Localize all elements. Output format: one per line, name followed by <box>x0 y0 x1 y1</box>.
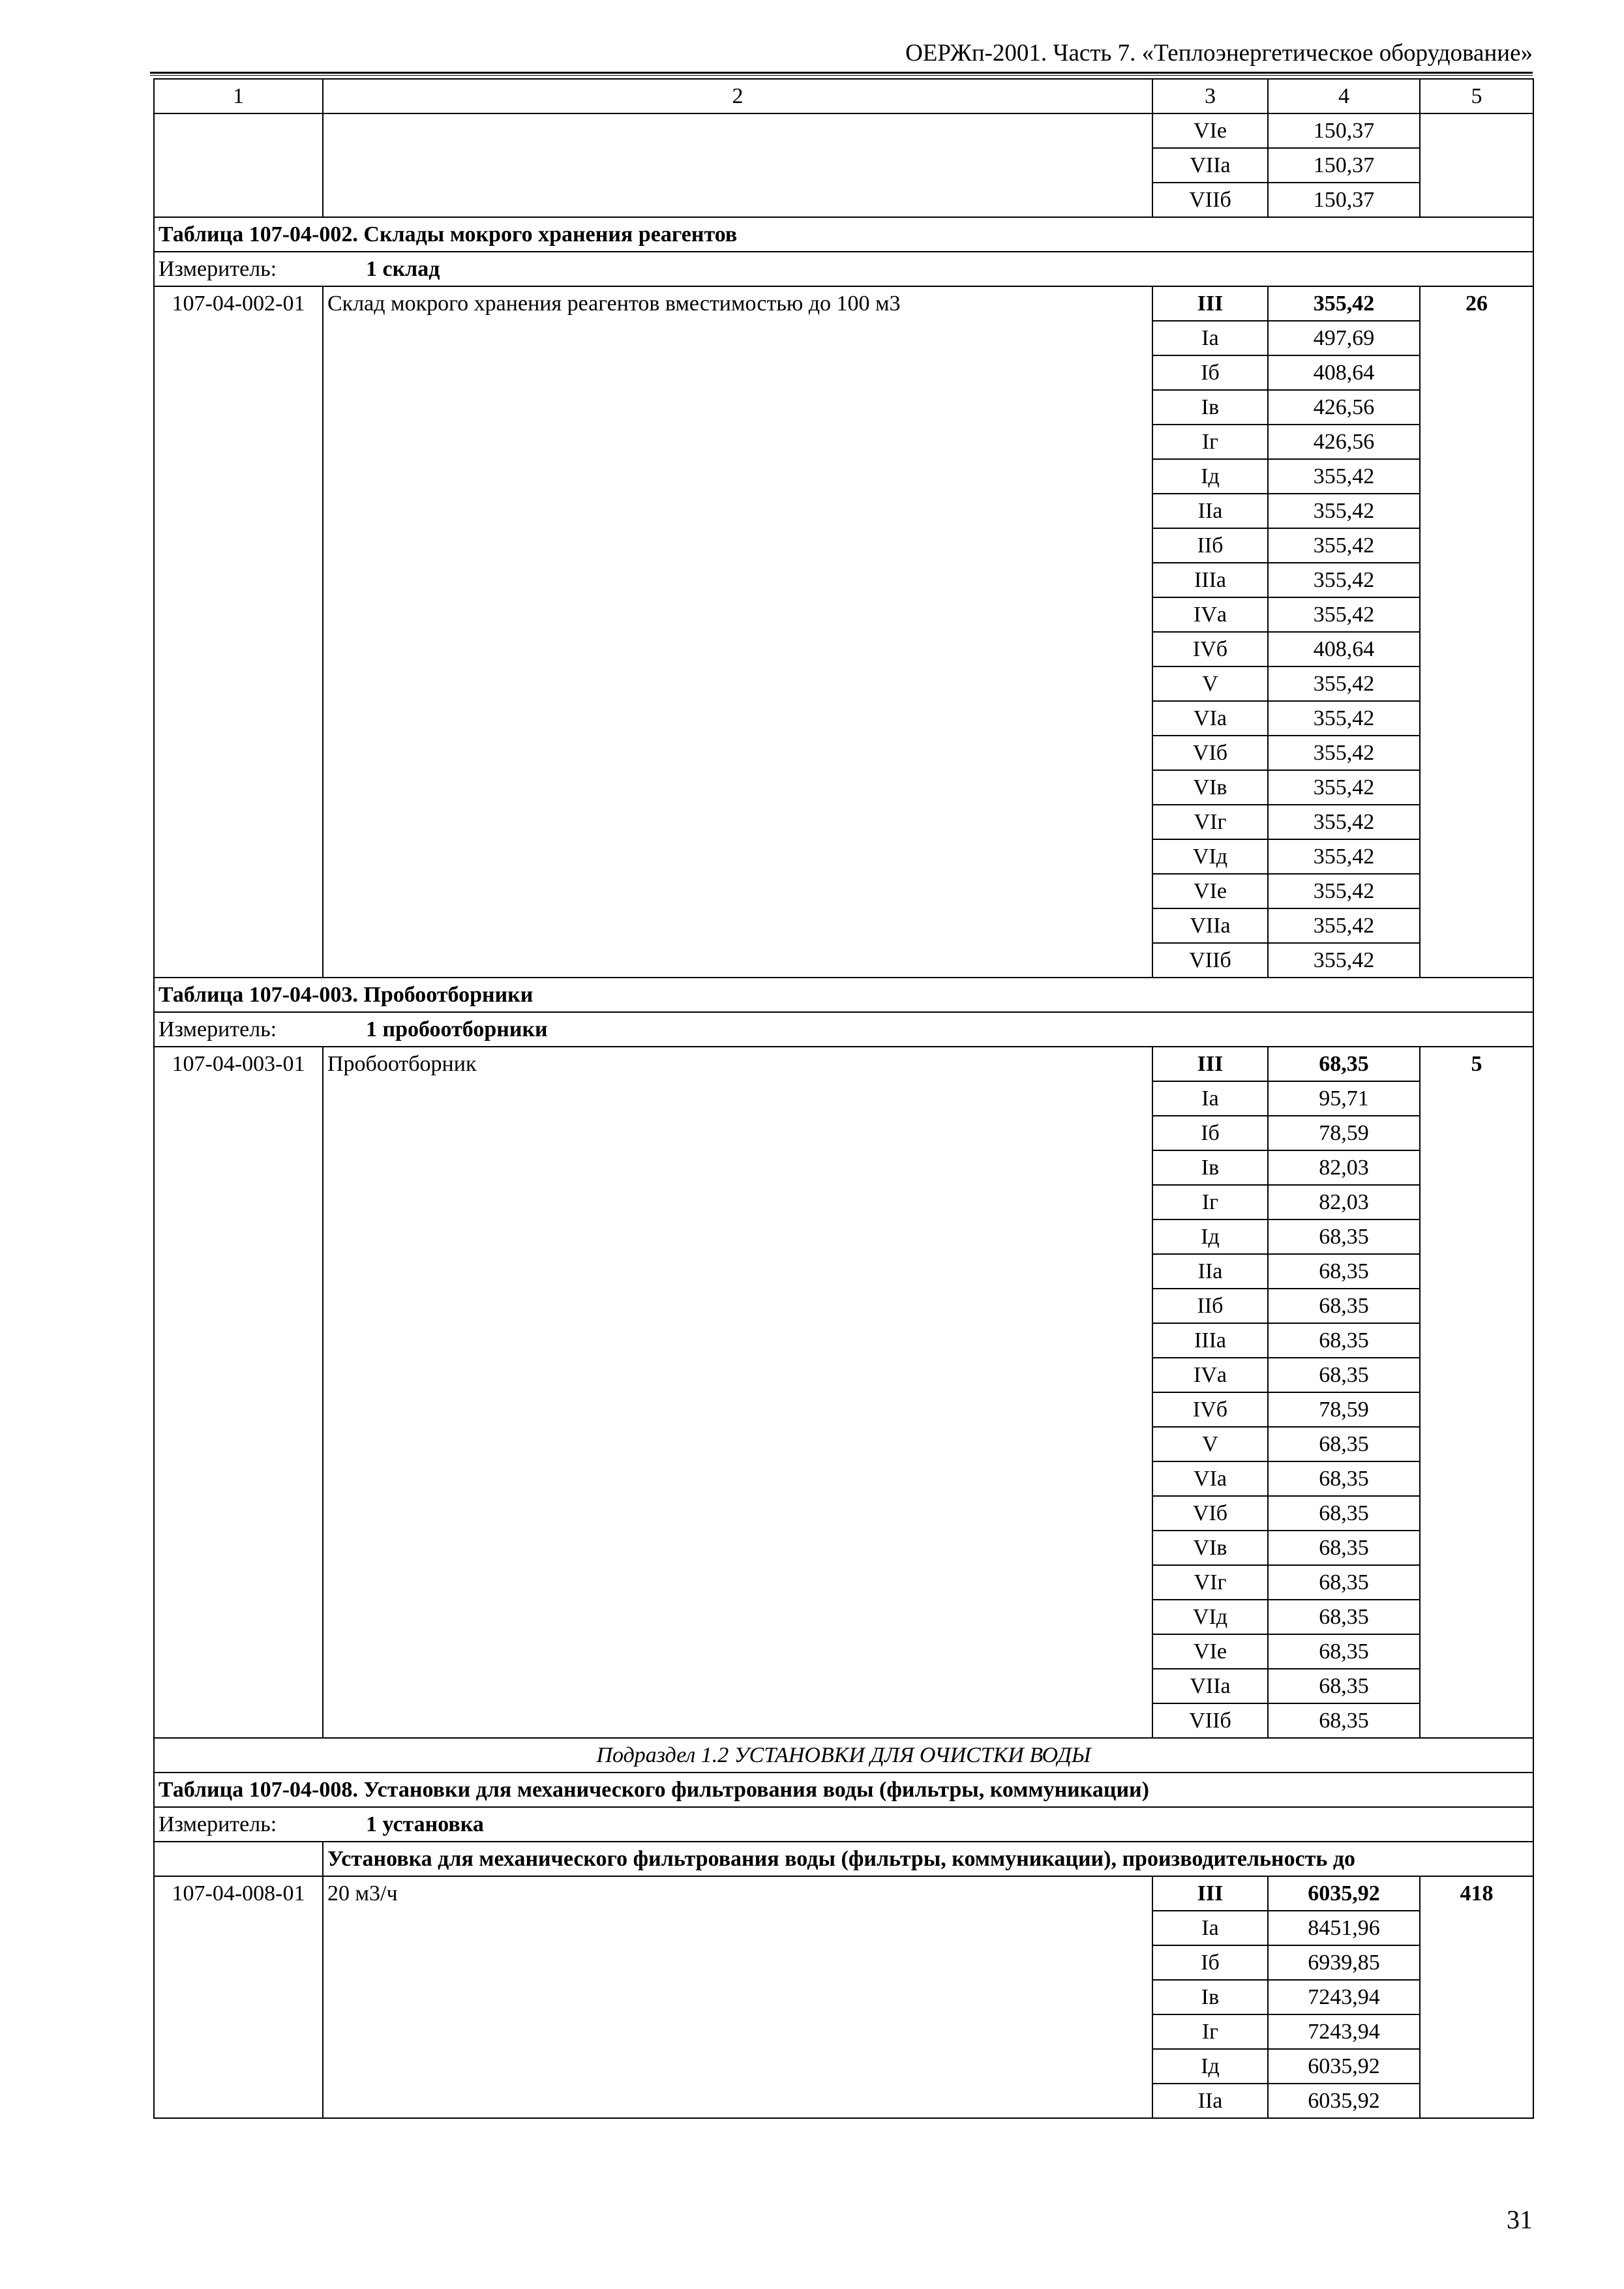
zone-cell: VIб <box>1152 1496 1268 1531</box>
price-cell: 68,35 <box>1268 1634 1420 1669</box>
price-cell: 68,35 <box>1268 1254 1420 1289</box>
zone-cell: VIг <box>1152 805 1268 839</box>
zone-cell: VIв <box>1152 1531 1268 1565</box>
price-cell: 95,71 <box>1268 1081 1420 1116</box>
name-cell: Пробоотборник <box>323 1047 1152 1738</box>
price-cell: 68,35 <box>1268 1047 1420 1081</box>
price-cell: 68,35 <box>1268 1427 1420 1461</box>
price-cell: 82,03 <box>1268 1185 1420 1219</box>
page-header: ОЕРЖп-2001. Часть 7. «Теплоэнергетическое оборудование» <box>905 40 1533 67</box>
zone-cell: IIIа <box>1152 1323 1268 1358</box>
price-cell: 78,59 <box>1268 1392 1420 1427</box>
price-table-body <box>154 79 1533 2118</box>
price-cell: 355,42 <box>1268 736 1420 770</box>
price-cell: 426,56 <box>1268 390 1420 425</box>
measure-label: Измеритель: <box>158 257 277 281</box>
name-cell <box>323 113 1152 217</box>
price-cell: 78,59 <box>1268 1116 1420 1150</box>
price-cell: 150,37 <box>1268 113 1420 148</box>
price-cell: 355,42 <box>1268 459 1420 494</box>
price-cell: 355,42 <box>1268 494 1420 528</box>
zone-cell: V <box>1152 1427 1268 1461</box>
price-cell: 355,42 <box>1268 701 1420 736</box>
zone-cell: VIIа <box>1152 1669 1268 1703</box>
price-cell: 150,37 <box>1268 148 1420 183</box>
price-cell: 355,42 <box>1268 563 1420 597</box>
zone-cell: VIв <box>1152 770 1268 805</box>
measure-cell <box>154 1807 1533 1842</box>
measure-value: 1 установка <box>366 1812 484 1836</box>
price-cell: 6035,92 <box>1268 2049 1420 2084</box>
price-cell: 68,35 <box>1268 1358 1420 1392</box>
zone-cell: IVб <box>1152 1392 1268 1427</box>
zone-cell: Iб <box>1152 1116 1268 1150</box>
price-cell: 68,35 <box>1268 1289 1420 1323</box>
price-cell: 355,42 <box>1268 528 1420 563</box>
price-cell: 355,42 <box>1268 666 1420 701</box>
price-cell: 355,42 <box>1268 839 1420 874</box>
column-number-row <box>154 79 1533 113</box>
measure-row <box>154 1807 1533 1842</box>
code-cell: 107-04-008-01 <box>154 1876 323 2118</box>
table-title: Таблица 107-04-002. Склады мокрого хранения реагентов <box>154 217 1533 252</box>
zone-cell: VIд <box>1152 839 1268 874</box>
price-cell: 355,42 <box>1268 286 1420 321</box>
zone-cell: VIIб <box>1152 183 1268 217</box>
zone-cell: Iг <box>1152 2014 1268 2049</box>
zone-cell: Iд <box>1152 2049 1268 2084</box>
zone-cell: Iа <box>1152 1081 1268 1116</box>
zone-cell: Iг <box>1152 1185 1268 1219</box>
zone-cell: VIе <box>1152 113 1268 148</box>
zone-cell: VIа <box>1152 701 1268 736</box>
price-cell: 497,69 <box>1268 321 1420 355</box>
price-cell: 68,35 <box>1268 1600 1420 1634</box>
price-cell: 6939,85 <box>1268 1945 1420 1980</box>
price-cell: 426,56 <box>1268 425 1420 459</box>
zone-cell: VIе <box>1152 1634 1268 1669</box>
group-code-cell <box>154 1842 323 1876</box>
zone-cell: Iа <box>1152 1911 1268 1945</box>
price-cell: 68,35 <box>1268 1669 1420 1703</box>
zone-cell: Iв <box>1152 1980 1268 2014</box>
zone-cell: VIг <box>1152 1565 1268 1600</box>
zone-cell: IVа <box>1152 597 1268 632</box>
price-cell: 6035,92 <box>1268 2084 1420 2118</box>
zone-cell: IIа <box>1152 494 1268 528</box>
zone-cell: VIIб <box>1152 943 1268 978</box>
zone-cell: III <box>1152 286 1268 321</box>
zone-cell: IIIа <box>1152 563 1268 597</box>
measure-row <box>154 1012 1533 1047</box>
page-number: 31 <box>1507 2205 1533 2234</box>
code-cell: 107-04-003-01 <box>154 1047 323 1738</box>
measure-value: 1 склад <box>366 257 440 281</box>
price-cell: 68,35 <box>1268 1531 1420 1565</box>
extra-cell: 26 <box>1420 286 1533 978</box>
zone-cell: IIа <box>1152 2084 1268 2118</box>
zone-cell: VIд <box>1152 1600 1268 1634</box>
zone-cell: III <box>1152 1047 1268 1081</box>
zone-cell: VIIа <box>1152 908 1268 943</box>
table-title: Таблица 107-04-008. Установки для механического фильтрования воды (фильтры, коммуникации) <box>154 1773 1533 1807</box>
measure-cell <box>154 252 1533 286</box>
subsection-row <box>154 1738 1533 1773</box>
zone-cell: III <box>1152 1876 1268 1911</box>
price-table <box>153 78 1534 2119</box>
table-row <box>154 1876 1533 1911</box>
name-cell: Склад мокрого хранения реагентов вместимостью до 100 м3 <box>323 286 1152 978</box>
zone-cell: Iв <box>1152 390 1268 425</box>
zone-cell: Iб <box>1152 1945 1268 1980</box>
column-number: 4 <box>1268 79 1420 113</box>
measure-row <box>154 252 1533 286</box>
zone-cell: Iд <box>1152 1219 1268 1254</box>
zone-cell: VIб <box>1152 736 1268 770</box>
zone-cell: Iг <box>1152 425 1268 459</box>
zone-cell: IIа <box>1152 1254 1268 1289</box>
subsection-title: Подраздел 1.2 УСТАНОВКИ ДЛЯ ОЧИСТКИ ВОДЫ <box>154 1738 1533 1773</box>
extra-cell: 418 <box>1420 1876 1533 2118</box>
code-cell <box>154 113 323 217</box>
price-cell: 355,42 <box>1268 908 1420 943</box>
zone-cell: IVа <box>1152 1358 1268 1392</box>
group-row <box>154 1842 1533 1876</box>
extra-cell <box>1420 113 1533 217</box>
price-cell: 6035,92 <box>1268 1876 1420 1911</box>
price-cell: 355,42 <box>1268 805 1420 839</box>
zone-cell: Iд <box>1152 459 1268 494</box>
price-cell: 68,35 <box>1268 1703 1420 1738</box>
column-number: 3 <box>1152 79 1268 113</box>
price-cell: 408,64 <box>1268 632 1420 666</box>
zone-cell: VIIб <box>1152 1703 1268 1738</box>
zone-cell: Iа <box>1152 321 1268 355</box>
measure-label: Измеритель: <box>158 1017 277 1041</box>
table-row <box>154 1047 1533 1081</box>
zone-cell: Iб <box>1152 355 1268 390</box>
measure-label: Измеритель: <box>158 1812 277 1836</box>
zone-cell: VIа <box>1152 1461 1268 1496</box>
zone-cell: IVб <box>1152 632 1268 666</box>
zone-cell: IIб <box>1152 1289 1268 1323</box>
price-cell: 355,42 <box>1268 874 1420 908</box>
header-rule <box>150 72 1533 76</box>
price-cell: 7243,94 <box>1268 2014 1420 2049</box>
table-title-row <box>154 1773 1533 1807</box>
table-title-row <box>154 217 1533 252</box>
table-title: Таблица 107-04-003. Пробоотборники <box>154 978 1533 1012</box>
price-cell: 82,03 <box>1268 1150 1420 1185</box>
price-cell: 68,35 <box>1268 1565 1420 1600</box>
zone-cell: IIб <box>1152 528 1268 563</box>
table-row <box>154 113 1533 148</box>
price-cell: 68,35 <box>1268 1461 1420 1496</box>
name-cell: 20 м3/ч <box>323 1876 1152 2118</box>
price-cell: 355,42 <box>1268 770 1420 805</box>
price-cell: 408,64 <box>1268 355 1420 390</box>
measure-cell <box>154 1012 1533 1047</box>
price-cell: 355,42 <box>1268 943 1420 978</box>
table-title-row <box>154 978 1533 1012</box>
code-cell: 107-04-002-01 <box>154 286 323 978</box>
price-cell: 150,37 <box>1268 183 1420 217</box>
column-number: 2 <box>323 79 1152 113</box>
price-cell: 68,35 <box>1268 1323 1420 1358</box>
extra-cell: 5 <box>1420 1047 1533 1738</box>
price-cell: 68,35 <box>1268 1219 1420 1254</box>
measure-value: 1 пробоотборники <box>366 1017 548 1041</box>
column-number: 1 <box>154 79 323 113</box>
group-name: Установка для механического фильтрования воды (фильтры, коммуникации), производительность до <box>323 1842 1533 1876</box>
column-number: 5 <box>1420 79 1533 113</box>
zone-cell: VIIа <box>1152 148 1268 183</box>
zone-cell: V <box>1152 666 1268 701</box>
price-cell: 355,42 <box>1268 597 1420 632</box>
price-cell: 8451,96 <box>1268 1911 1420 1945</box>
zone-cell: VIе <box>1152 874 1268 908</box>
price-cell: 7243,94 <box>1268 1980 1420 2014</box>
price-cell: 68,35 <box>1268 1496 1420 1531</box>
table-row <box>154 286 1533 321</box>
zone-cell: Iв <box>1152 1150 1268 1185</box>
